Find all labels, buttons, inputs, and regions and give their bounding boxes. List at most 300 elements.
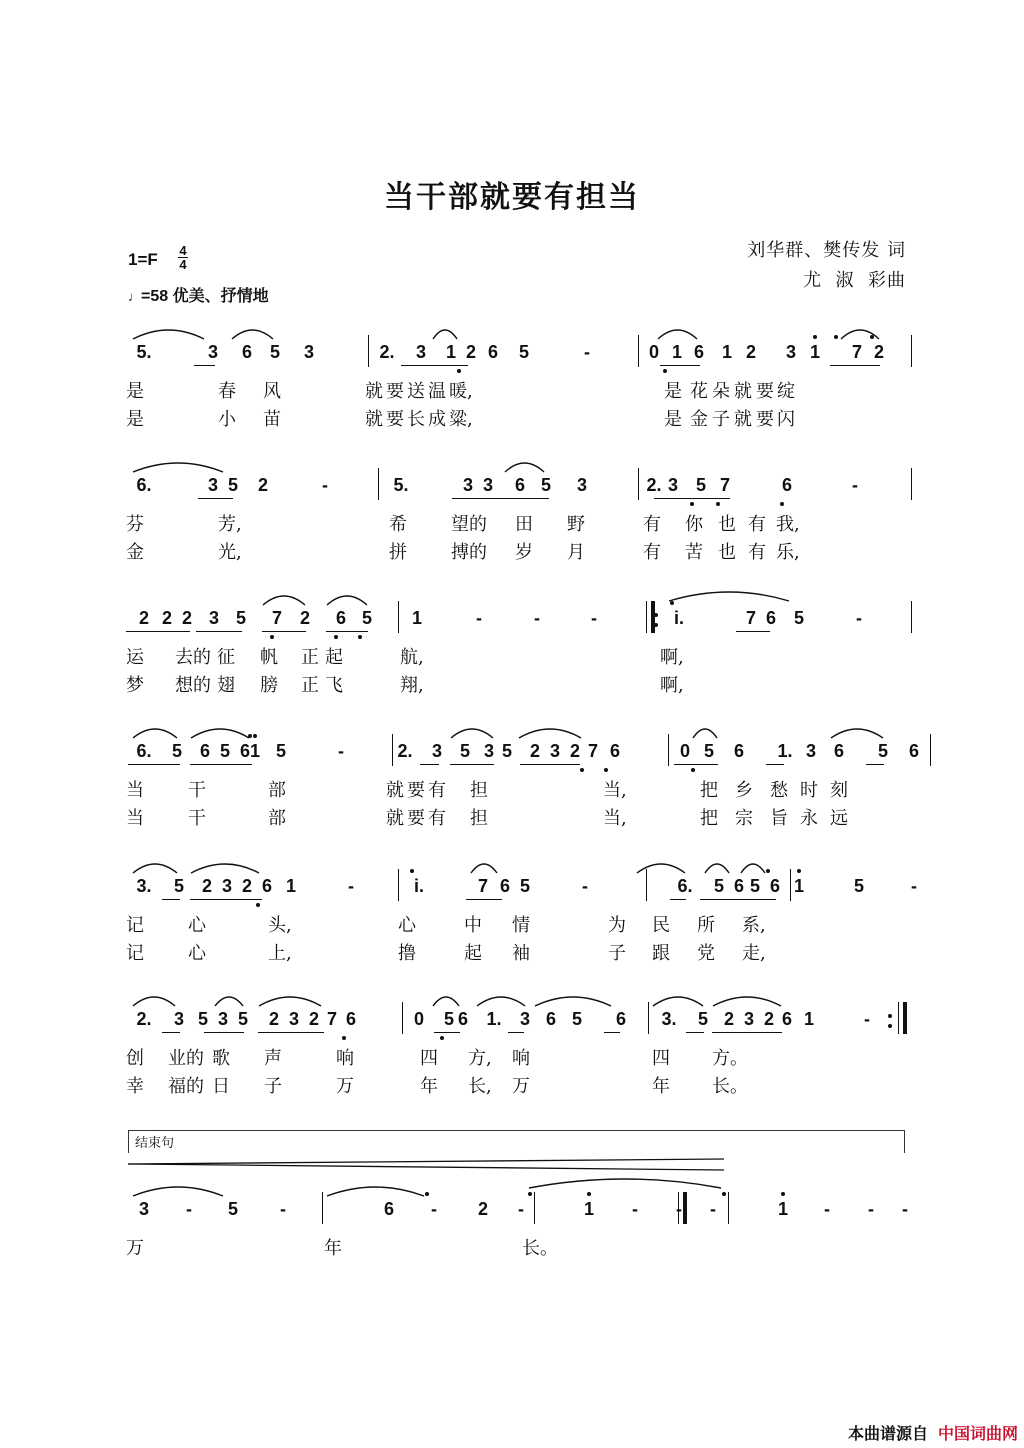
lyric-syllable: 要 (386, 409, 404, 430)
lyric-syllable: 膀 (260, 675, 278, 696)
slur (132, 325, 205, 341)
lyric-syllable: 帆 (260, 647, 278, 668)
slur (132, 724, 178, 740)
slur (262, 591, 306, 607)
note: 6 (383, 1199, 394, 1219)
composer-credit: 尤 淑 彩曲 (803, 270, 906, 291)
slur (504, 458, 545, 474)
note: 6 (769, 876, 780, 896)
note: 0 (648, 342, 659, 362)
octave-dot (587, 1192, 591, 1196)
note: 2 (161, 608, 172, 628)
lyrics-line (0, 538, 1024, 564)
lyric-syllable: 袖 (512, 943, 530, 964)
lyrics-line (0, 776, 1024, 802)
slur (668, 587, 790, 603)
note: - (856, 608, 862, 628)
slur (830, 724, 884, 740)
barline (392, 734, 393, 766)
slur (476, 992, 526, 1008)
note: - (902, 1199, 908, 1219)
slur (692, 724, 718, 740)
lyric-syllable: 时 (800, 780, 818, 801)
note: - (534, 608, 540, 628)
underline (660, 365, 700, 366)
note: - (584, 342, 590, 362)
song-title: 当干部就要有担当 (384, 180, 640, 215)
note: 2 (465, 342, 476, 362)
underline (326, 631, 368, 632)
underline (766, 764, 784, 765)
low-octave-dot (716, 502, 720, 506)
slur (518, 724, 582, 740)
lyric-syllable: 闪 (777, 409, 795, 430)
note: 3 (549, 741, 560, 761)
lyric-syllable: 是 (126, 381, 144, 402)
lyrics-line (0, 1044, 1024, 1070)
note: 2 (723, 1009, 734, 1029)
note: - (431, 1199, 437, 1219)
lyric-syllable: 就 (365, 409, 383, 430)
note: 5 (227, 1199, 238, 1219)
lyric-syllable: 长。 (712, 1076, 748, 1097)
lyric-syllable: 风 (263, 381, 281, 402)
high-octave-dot (425, 1192, 429, 1196)
lyric-syllable: 福的 (168, 1076, 204, 1097)
note: 6 (261, 876, 272, 896)
note: 6 (345, 1009, 356, 1029)
barline (638, 468, 639, 500)
barline (668, 734, 669, 766)
note: 5 (171, 741, 182, 761)
slur (712, 992, 782, 1008)
staff-row (0, 474, 1024, 514)
lyric-syllable: 方。 (712, 1048, 748, 1069)
slur (432, 992, 460, 1008)
note: 5 (519, 876, 530, 896)
high-octave-dot (834, 335, 838, 339)
slur (214, 992, 244, 1008)
underline (401, 365, 468, 366)
lyric-syllable: 跟 (652, 943, 670, 964)
barline (322, 1192, 323, 1224)
ending-label: 结束句 (135, 1136, 175, 1151)
barline (398, 601, 399, 633)
note: 6 (833, 741, 844, 761)
high-octave-dot (528, 1192, 532, 1196)
note: 7 (719, 475, 730, 495)
note: 5. (136, 342, 152, 362)
note: 5 (695, 475, 706, 495)
slur (190, 724, 250, 740)
lyric-syllable: 把 (700, 780, 718, 801)
barline (790, 869, 791, 901)
lyric-syllable: 是 (664, 381, 682, 402)
note: 5 (197, 1009, 208, 1029)
lyric-syllable: 月 (567, 542, 585, 563)
barline (911, 468, 912, 500)
note: 3 (217, 1009, 228, 1029)
note: 3 (462, 475, 473, 495)
note: 6 (499, 876, 510, 896)
note: 7 (271, 608, 282, 628)
note: 6. (136, 475, 152, 495)
lyric-syllable: 系, (742, 915, 766, 936)
lyric-syllable: 苦 (685, 542, 703, 563)
lyric-syllable: 中 (464, 915, 482, 936)
lyric-syllable: 民 (652, 915, 670, 936)
slur (657, 325, 698, 341)
lyrics-line (0, 405, 1024, 431)
underline (258, 1032, 324, 1033)
note: - (338, 741, 344, 761)
lyric-syllable: 心 (188, 915, 206, 936)
note: 1. (486, 1009, 502, 1029)
note: 6 (733, 876, 744, 896)
lyric-syllable: 有 (643, 542, 661, 563)
lyric-syllable: 就 (386, 780, 404, 801)
lyric-syllable: 响 (336, 1048, 354, 1069)
lyric-syllable: 撸 (398, 943, 416, 964)
note: 5 (443, 1009, 454, 1029)
note: 5 (173, 876, 184, 896)
lyric-syllable: 起 (464, 943, 482, 964)
note: 2. (397, 741, 413, 761)
note: 2 (257, 475, 268, 495)
ending-section-box (128, 1130, 905, 1153)
note: 2 (201, 876, 212, 896)
slur (132, 458, 224, 474)
lyric-syllable: 长 (407, 409, 425, 430)
note: i. (413, 876, 424, 896)
note: 6. (677, 876, 693, 896)
note: 2 (138, 608, 149, 628)
note: 1 (411, 608, 422, 628)
slur (258, 992, 322, 1008)
low-octave-dot (270, 635, 274, 639)
note: 3 (743, 1009, 754, 1029)
underline (866, 764, 884, 765)
repeat-dot (654, 613, 658, 617)
low-octave-dot (580, 768, 584, 772)
note: 2 (299, 608, 310, 628)
lyrics-line (0, 1072, 1024, 1098)
low-octave-dot (334, 635, 338, 639)
note: 5 (501, 741, 512, 761)
key-signature: 1=F (128, 250, 158, 269)
note: 3 (667, 475, 678, 495)
underline (190, 764, 252, 765)
note: - (591, 608, 597, 628)
lyric-syllable: 我, (776, 514, 800, 535)
underline (466, 899, 502, 900)
lyric-syllable: 担 (470, 780, 488, 801)
repeat-dot (888, 1014, 892, 1018)
note: 5 (237, 1009, 248, 1029)
note: 7 (745, 608, 756, 628)
lyric-syllable: 翅 (217, 675, 235, 696)
underline (450, 764, 494, 765)
note: - (280, 1199, 286, 1219)
octave-dot (253, 734, 257, 738)
lyric-syllable: 光, (218, 542, 242, 563)
note: - (518, 1199, 524, 1219)
lyric-syllable: 田 (515, 514, 533, 535)
note: 3 (288, 1009, 299, 1029)
lyric-syllable: 拼 (389, 542, 407, 563)
lyric-syllable: 远 (830, 808, 848, 829)
lyric-syllable: 记 (126, 943, 144, 964)
underline (194, 365, 215, 366)
underline (162, 1032, 180, 1033)
underline (196, 631, 242, 632)
low-octave-dot (358, 635, 362, 639)
lyric-syllable: 正 (301, 675, 319, 696)
note: 5 (793, 608, 804, 628)
low-octave-dot (690, 502, 694, 506)
note: 0 (679, 741, 690, 761)
lyric-syllable: 航, (400, 647, 424, 668)
octave-dot (797, 869, 801, 873)
note: 3 (138, 1199, 149, 1219)
time-signature (178, 244, 188, 271)
lyric-syllable: 干 (188, 780, 206, 801)
note: 5 (853, 876, 864, 896)
lyric-syllable: 把 (700, 808, 718, 829)
lyrics-line (0, 377, 1024, 403)
slur (704, 859, 730, 875)
lyric-syllable: 子 (608, 943, 626, 964)
barline (402, 1002, 403, 1034)
lyric-syllable: 希 (389, 514, 407, 535)
note: 3 (576, 475, 587, 495)
note: - (676, 1199, 682, 1219)
barline (648, 1002, 649, 1034)
staff-row (0, 1008, 1024, 1048)
lyric-syllable: 金 (126, 542, 144, 563)
lyrics-line (0, 804, 1024, 830)
lyric-syllable: 有 (748, 542, 766, 563)
note: 2 (873, 342, 884, 362)
note: 3 (785, 342, 796, 362)
slur (231, 325, 274, 341)
note: 3 (482, 475, 493, 495)
barline (678, 1192, 687, 1224)
lyric-syllable: 就 (734, 381, 752, 402)
lyric-syllable: 年 (652, 1076, 670, 1097)
note: 3 (208, 608, 219, 628)
lyric-syllable: 当, (603, 780, 627, 801)
high-octave-dot (766, 869, 770, 873)
note: 6 (514, 475, 525, 495)
note: 1 (721, 342, 732, 362)
high-octave-dot (410, 869, 414, 873)
lyrics-line (0, 911, 1024, 937)
lyric-syllable: 是 (664, 409, 682, 430)
note: 1 (671, 342, 682, 362)
note: 1 (583, 1199, 594, 1219)
note: 3 (303, 342, 314, 362)
lyric-syllable: 搏的 (451, 542, 487, 563)
barline (911, 601, 912, 633)
note: 6 (335, 608, 346, 628)
lyric-syllable: 望的 (451, 514, 487, 535)
underline (520, 764, 580, 765)
lyric-syllable: 刻 (830, 780, 848, 801)
lyric-syllable: 温 (428, 381, 446, 402)
lyric-syllable: 当 (126, 808, 144, 829)
low-octave-dot (780, 502, 784, 506)
underline (736, 631, 770, 632)
lyricist-credit: 刘华群、樊传发 词 (747, 240, 906, 261)
underline (128, 764, 180, 765)
lyric-syllable: 心 (188, 943, 206, 964)
note: 6 (765, 608, 776, 628)
note: 5 (275, 741, 286, 761)
slur (190, 859, 260, 875)
lyric-syllable: 万 (126, 1238, 144, 1259)
note: 6 (609, 741, 620, 761)
lyric-syllable: 芬 (126, 514, 144, 535)
lyric-syllable: 岁 (515, 542, 533, 563)
lyric-syllable: 征 (217, 647, 235, 668)
lyric-syllable: 暖, (449, 381, 473, 402)
slur (326, 591, 368, 607)
note: - (864, 1009, 870, 1029)
note: - (322, 475, 328, 495)
lyric-syllable: 去的 (175, 647, 211, 668)
note: - (582, 876, 588, 896)
lyric-syllable: 声 (264, 1048, 282, 1069)
lyric-syllable: 绽 (777, 381, 795, 402)
note: 5. (393, 475, 409, 495)
lyric-syllable: 子 (712, 409, 730, 430)
lyric-syllable: 担 (470, 808, 488, 829)
note: 2 (477, 1199, 488, 1219)
note: 7 (477, 876, 488, 896)
underline (434, 1032, 460, 1033)
lyric-syllable: 响 (512, 1048, 530, 1069)
lyric-syllable: 送 (407, 381, 425, 402)
lyric-syllable: 永 (800, 808, 818, 829)
repeat-dot (654, 623, 658, 627)
lyric-syllable: 当 (126, 780, 144, 801)
lyric-syllable: 啊, (660, 675, 684, 696)
tempo-marking: ♩=58 优美、抒情地 (128, 288, 269, 305)
note: 2 (763, 1009, 774, 1029)
note: 5 (361, 608, 372, 628)
note: 2 (241, 876, 252, 896)
lyric-syllable: 年 (324, 1238, 342, 1259)
note: 5 (877, 741, 888, 761)
note: 3 (415, 342, 426, 362)
lyric-syllable: 幸 (126, 1076, 144, 1097)
lyric-syllable: 有 (643, 514, 661, 535)
note: - (911, 876, 917, 896)
note: 6 (487, 342, 498, 362)
lyric-syllable: 记 (126, 915, 144, 936)
underline (420, 764, 439, 765)
note: 2. (646, 475, 662, 495)
note: - (868, 1199, 874, 1219)
underline (670, 899, 686, 900)
note: 5 (235, 608, 246, 628)
lyric-syllable: 梦 (126, 675, 144, 696)
slur (740, 859, 766, 875)
slur (636, 859, 686, 875)
lyric-syllable: 运 (126, 647, 144, 668)
time-signature-bottom: 4 (179, 257, 187, 272)
note: 1 (445, 342, 456, 362)
lyric-syllable: 就 (386, 808, 404, 829)
note: 3 (207, 475, 218, 495)
note: 2. (136, 1009, 152, 1029)
staff-row (0, 1198, 1024, 1238)
note: 5 (518, 342, 529, 362)
lyric-syllable: 要 (756, 381, 774, 402)
underline (830, 365, 880, 366)
lyric-syllable: 啊, (660, 647, 684, 668)
note: 6 (693, 342, 704, 362)
underline (204, 1032, 244, 1033)
note: 3 (221, 876, 232, 896)
note: 6 (457, 1009, 468, 1029)
quarter-note-icon: ♩ (128, 289, 141, 304)
note: 2 (268, 1009, 279, 1029)
underline (198, 498, 233, 499)
note: 2 (569, 741, 580, 761)
note: 5 (697, 1009, 708, 1029)
lyric-syllable: 长。 (522, 1238, 558, 1259)
underline (508, 1032, 524, 1033)
underline (700, 899, 776, 900)
lyric-syllable: 上, (268, 943, 292, 964)
note: 1 (793, 876, 804, 896)
note: 3 (173, 1009, 184, 1029)
lyric-syllable: 也 (718, 542, 736, 563)
underline (162, 899, 180, 900)
note: 3 (207, 342, 218, 362)
slur (450, 724, 494, 740)
note: 6 (781, 1009, 792, 1029)
note: 3 (805, 741, 816, 761)
slur (470, 859, 498, 875)
low-octave-dot (256, 903, 260, 907)
low-octave-dot (457, 369, 461, 373)
lyric-syllable: 飞 (325, 675, 343, 696)
lyric-syllable: 小 (218, 409, 236, 430)
lyric-syllable: 方, (468, 1048, 492, 1069)
lyric-syllable: 也 (718, 514, 736, 535)
slur (132, 1182, 224, 1198)
underline (452, 498, 549, 499)
lyric-syllable: 要 (756, 409, 774, 430)
lyric-syllable: 就 (365, 381, 383, 402)
slur (840, 325, 880, 341)
lyric-syllable: 有 (428, 780, 446, 801)
note: 6 (615, 1009, 626, 1029)
slur (652, 992, 704, 1008)
lyric-syllable: 要 (386, 381, 404, 402)
note: 2 (308, 1009, 319, 1029)
lyric-syllable: 要 (407, 780, 425, 801)
lyric-syllable: 是 (126, 409, 144, 430)
note: 3. (661, 1009, 677, 1029)
underline (674, 764, 718, 765)
barline (728, 1192, 729, 1224)
note: 5 (459, 741, 470, 761)
note: 3. (136, 876, 152, 896)
